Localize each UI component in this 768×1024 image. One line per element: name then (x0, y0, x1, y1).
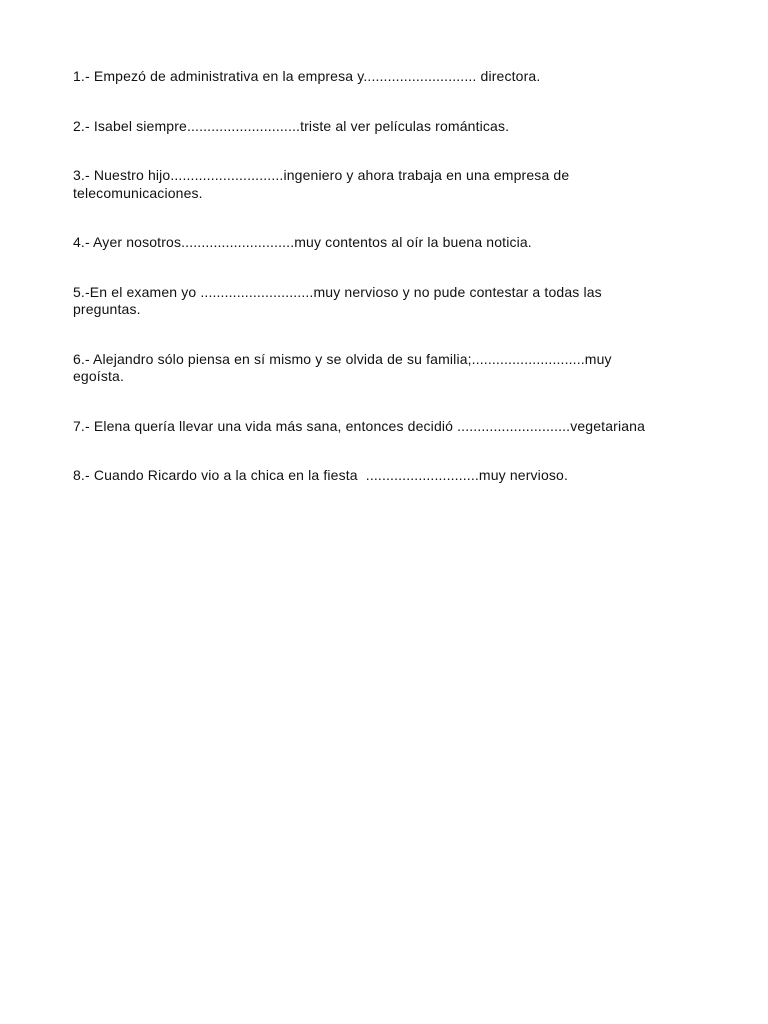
exercise-list (73, 68, 713, 485)
exercise-item-5: 5.-En el examen yo ............................muy nervioso y no pude contestar a todas las preguntas. (73, 283, 602, 317)
exercise-item-2: 2.- Isabel siempre............................triste al ver películas románticas. (73, 117, 510, 134)
exercise-item-1: 1.- Empezó de administrativa en la empresa y............................ directora. (73, 68, 541, 84)
exercise-item-6: 6.- Alejandro sólo piensa en sí mismo y se olvida de su familia;............................muy egoísta. (73, 350, 612, 384)
exercise-item-4: 4.- Ayer nosotros............................muy contentos al oír la buena noticia. (73, 234, 532, 250)
exercise-item-3: 3.- Nuestro hijo............................ingeniero y ahora trabaja en una empresa de telecomunicaciones. (73, 167, 570, 201)
exercise-item-7: 7.- Elena quería llevar una vida más sana, entonces decidió ............................vegetariana (73, 417, 646, 434)
exercise-item-8: 8.- Cuando Ricardo vio a la chica en la fiesta ............................muy nervioso. (73, 467, 569, 483)
